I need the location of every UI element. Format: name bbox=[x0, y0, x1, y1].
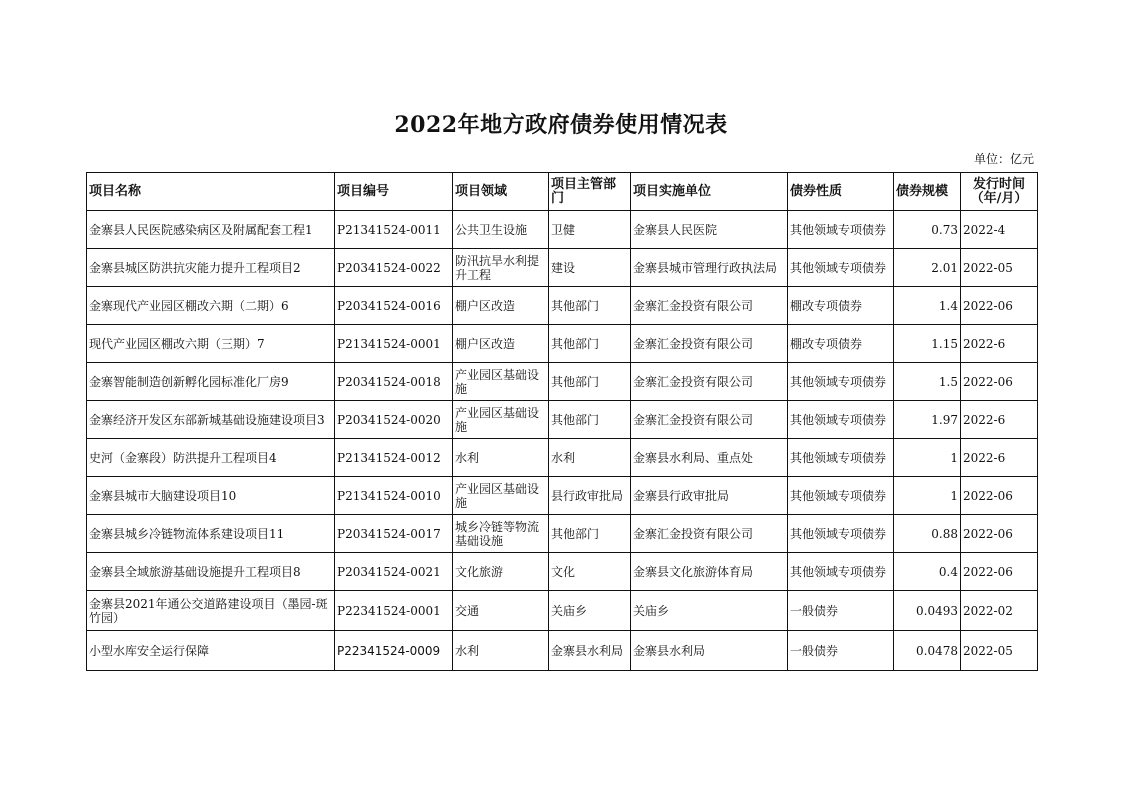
cell-name: 现代产业园区棚改六期（三期）7 bbox=[87, 325, 335, 363]
cell-scale: 0.73 bbox=[894, 211, 961, 249]
table-row bbox=[87, 287, 1038, 325]
cell-scale: 1.5 bbox=[894, 363, 961, 401]
cell-nature: 棚改专项债券 bbox=[788, 325, 894, 363]
cell-unit: 金寨县人民医院 bbox=[631, 211, 788, 249]
cell-scale: 0.0493 bbox=[894, 591, 961, 631]
cell-nature: 其他领域专项债券 bbox=[788, 439, 894, 477]
cell-nature: 一般债券 bbox=[788, 591, 894, 631]
cell-field: 交通 bbox=[453, 591, 549, 631]
cell-time: 2022-06 bbox=[961, 515, 1038, 553]
cell-code: P20341524-0021 bbox=[335, 553, 453, 591]
table-row bbox=[87, 515, 1038, 553]
cell-field: 防汛抗旱水利提升工程 bbox=[453, 249, 549, 287]
cell-field: 产业园区基础设施 bbox=[453, 363, 549, 401]
page-title: 2022年地方政府债券使用情况表 bbox=[394, 112, 728, 138]
cell-dept: 其他部门 bbox=[549, 325, 631, 363]
cell-dept: 其他部门 bbox=[549, 515, 631, 553]
cell-code: P20341524-0017 bbox=[335, 515, 453, 553]
table-row bbox=[87, 553, 1038, 591]
cell-unit: 金寨县城市管理行政执法局 bbox=[631, 249, 788, 287]
cell-code: P20341524-0018 bbox=[335, 363, 453, 401]
cell-unit: 金寨县水利局、重点处 bbox=[631, 439, 788, 477]
cell-unit: 金寨汇金投资有限公司 bbox=[631, 401, 788, 439]
table-row bbox=[87, 249, 1038, 287]
cell-unit: 金寨汇金投资有限公司 bbox=[631, 287, 788, 325]
cell-nature: 棚改专项债券 bbox=[788, 287, 894, 325]
cell-field: 产业园区基础设施 bbox=[453, 477, 549, 515]
cell-name: 金寨县城市大脑建设项目10 bbox=[87, 477, 335, 515]
cell-scale: 0.4 bbox=[894, 553, 961, 591]
cell-scale: 1.97 bbox=[894, 401, 961, 439]
cell-nature: 一般债券 bbox=[788, 631, 894, 671]
cell-dept: 关庙乡 bbox=[549, 591, 631, 631]
cell-field: 产业园区基础设施 bbox=[453, 401, 549, 439]
col-header-dept: 项目主管部门 bbox=[549, 173, 631, 211]
cell-code: P21341524-0011 bbox=[335, 211, 453, 249]
cell-dept: 其他部门 bbox=[549, 363, 631, 401]
cell-code: P20341524-0020 bbox=[335, 401, 453, 439]
cell-scale: 0.88 bbox=[894, 515, 961, 553]
cell-code: P21341524-0001 bbox=[335, 325, 453, 363]
cell-unit: 金寨县行政审批局 bbox=[631, 477, 788, 515]
cell-scale: 1.4 bbox=[894, 287, 961, 325]
cell-dept: 金寨县水利局 bbox=[549, 631, 631, 671]
table-header-row bbox=[87, 173, 1038, 211]
col-header-scale: 债券规模 bbox=[894, 173, 961, 211]
cell-name: 金寨县人民医院感染病区及附属配套工程1 bbox=[87, 211, 335, 249]
cell-time: 2022-06 bbox=[961, 287, 1038, 325]
cell-scale: 1 bbox=[894, 439, 961, 477]
cell-name: 金寨县2021年通公交道路建设项目（墨园-斑竹园） bbox=[87, 591, 335, 631]
col-header-unit: 项目实施单位 bbox=[631, 173, 788, 211]
cell-dept: 其他部门 bbox=[549, 401, 631, 439]
cell-scale: 0.0478 bbox=[894, 631, 961, 671]
cell-name: 金寨县城区防洪抗灾能力提升工程项目2 bbox=[87, 249, 335, 287]
table-row bbox=[87, 401, 1038, 439]
cell-time: 2022-6 bbox=[961, 401, 1038, 439]
cell-unit: 关庙乡 bbox=[631, 591, 788, 631]
cell-field: 公共卫生设施 bbox=[453, 211, 549, 249]
table-row bbox=[87, 439, 1038, 477]
table-row bbox=[87, 363, 1038, 401]
cell-unit: 金寨县水利局 bbox=[631, 631, 788, 671]
table-row bbox=[87, 477, 1038, 515]
cell-dept: 其他部门 bbox=[549, 287, 631, 325]
cell-dept: 县行政审批局 bbox=[549, 477, 631, 515]
cell-dept: 卫健 bbox=[549, 211, 631, 249]
cell-dept: 文化 bbox=[549, 553, 631, 591]
cell-nature: 其他领域专项债券 bbox=[788, 477, 894, 515]
cell-code: P22341524-0009 bbox=[335, 631, 453, 671]
table-body bbox=[87, 211, 1038, 671]
cell-field: 棚户区改造 bbox=[453, 287, 549, 325]
cell-time: 2022-02 bbox=[961, 591, 1038, 631]
cell-time: 2022-06 bbox=[961, 363, 1038, 401]
cell-nature: 其他领域专项债券 bbox=[788, 553, 894, 591]
cell-nature: 其他领域专项债券 bbox=[788, 401, 894, 439]
cell-name: 金寨现代产业园区棚改六期（二期）6 bbox=[87, 287, 335, 325]
cell-code: P21341524-0010 bbox=[335, 477, 453, 515]
cell-nature: 其他领域专项债券 bbox=[788, 211, 894, 249]
col-header-code: 项目编号 bbox=[335, 173, 453, 211]
cell-nature: 其他领域专项债券 bbox=[788, 515, 894, 553]
cell-field: 水利 bbox=[453, 631, 549, 671]
bond-table bbox=[86, 172, 1038, 671]
cell-time: 2022-06 bbox=[961, 477, 1038, 515]
cell-nature: 其他领域专项债券 bbox=[788, 249, 894, 287]
cell-code: P20341524-0022 bbox=[335, 249, 453, 287]
cell-name: 金寨县城乡冷链物流体系建设项目11 bbox=[87, 515, 335, 553]
table-row bbox=[87, 325, 1038, 363]
cell-field: 城乡冷链等物流基础设施 bbox=[453, 515, 549, 553]
cell-dept: 水利 bbox=[549, 439, 631, 477]
col-header-name: 项目名称 bbox=[87, 173, 335, 211]
cell-field: 棚户区改造 bbox=[453, 325, 549, 363]
cell-code: P21341524-0012 bbox=[335, 439, 453, 477]
unit-label: 单位：亿元 bbox=[973, 152, 1034, 166]
cell-unit: 金寨汇金投资有限公司 bbox=[631, 363, 788, 401]
cell-name: 史河（金寨段）防洪提升工程项目4 bbox=[87, 439, 335, 477]
table-row bbox=[87, 631, 1038, 671]
cell-dept: 建设 bbox=[549, 249, 631, 287]
cell-time: 2022-06 bbox=[961, 553, 1038, 591]
cell-name: 金寨县全域旅游基础设施提升工程项目8 bbox=[87, 553, 335, 591]
col-header-field: 项目领域 bbox=[453, 173, 549, 211]
cell-name: 小型水库安全运行保障 bbox=[87, 631, 335, 671]
col-header-nature: 债券性质 bbox=[788, 173, 894, 211]
cell-time: 2022-6 bbox=[961, 439, 1038, 477]
cell-field: 水利 bbox=[453, 439, 549, 477]
cell-code: P22341524-0001 bbox=[335, 591, 453, 631]
cell-scale: 2.01 bbox=[894, 249, 961, 287]
col-header-time: 发行时间（年/月） bbox=[961, 173, 1038, 211]
cell-code: P20341524-0016 bbox=[335, 287, 453, 325]
cell-unit: 金寨汇金投资有限公司 bbox=[631, 325, 788, 363]
cell-scale: 1.15 bbox=[894, 325, 961, 363]
table-row bbox=[87, 591, 1038, 631]
cell-unit: 金寨县文化旅游体育局 bbox=[631, 553, 788, 591]
cell-nature: 其他领域专项债券 bbox=[788, 363, 894, 401]
cell-time: 2022-6 bbox=[961, 325, 1038, 363]
cell-name: 金寨经济开发区东部新城基础设施建设项目3 bbox=[87, 401, 335, 439]
cell-unit: 金寨汇金投资有限公司 bbox=[631, 515, 788, 553]
cell-name: 金寨智能制造创新孵化园标准化厂房9 bbox=[87, 363, 335, 401]
cell-scale: 1 bbox=[894, 477, 961, 515]
table-row bbox=[87, 211, 1038, 249]
cell-field: 文化旅游 bbox=[453, 553, 549, 591]
cell-time: 2022-05 bbox=[961, 249, 1038, 287]
cell-time: 2022-4 bbox=[961, 211, 1038, 249]
cell-time: 2022-05 bbox=[961, 631, 1038, 671]
